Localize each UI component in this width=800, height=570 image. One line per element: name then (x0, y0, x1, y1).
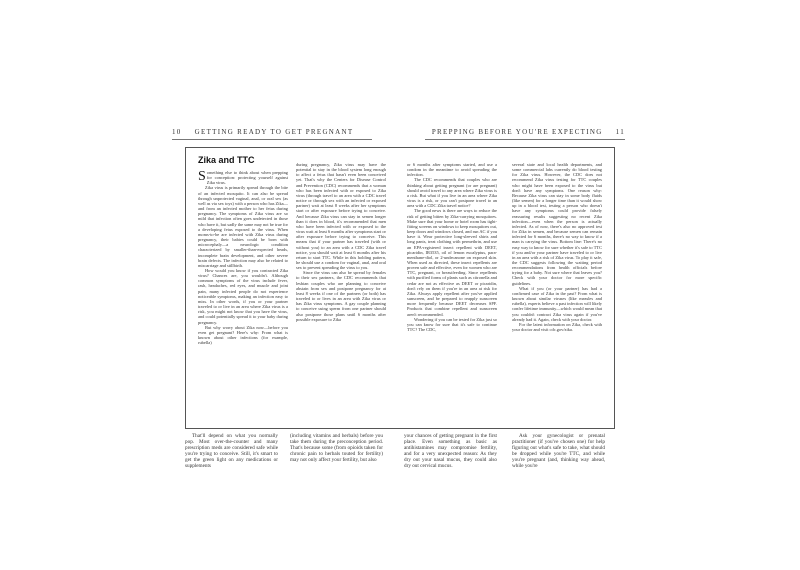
sidebar-column-4 (512, 162, 602, 425)
drop-cap: S (198, 170, 206, 184)
sidebar-paragraph: For the latest information on Zika, check with your doctor and visit cdc.gov/zika. (512, 321, 602, 332)
sidebar-paragraph: or 6 months after symptoms started, and use a condom in the meantime to avoid spreading the infection. (407, 162, 497, 178)
body-column-3 (404, 433, 497, 533)
body-column-4 (512, 433, 605, 533)
sidebar-paragraph: But why worry about Zika now—before you even get pregnant? Here's why: From what is known about other infections (for example, rubella) (198, 324, 288, 346)
body-paragraph: (including vitamins and herbals) before you take them during the preconception period. That's because some (from opioids taken for chronic pain to herbals touted for fertility) may not only affect your fertility, but also (290, 433, 383, 464)
sidebar-paragraph: Zika virus is primarily spread through the bite of an infected mosquito. It can also be spread through unprotected vaginal, anal, or oral sex (as well as via sex toys) with a person who has Zika—and from an infected mother to her fetus during pregnancy. The symptoms of Zika virus are so mild that infection often goes undetected in those who have it, but sadly the same may not be true for a developing fetus exposed to the virus. When moms-to-be are infected with Zika virus during pregnancy, their babies could be born with microcephaly—a neurologic condition characterized by smaller-than-expected heads, incomplete brain development, and other severe brain defects. The infection may also be related to miscarriage and stillbirth. (198, 185, 288, 268)
sidebar-column-3 (407, 162, 497, 425)
sidebar-column-1 (198, 170, 288, 425)
sidebar-paragraph: The CDC recommends that couples who are thinking about getting pregnant (or are pregnant) should avoid travel to any area where Zika virus is a risk. But what if you live in an area where Zika virus is a risk, or you can't postpone travel to an area with a CDC Zika travel notice? (407, 177, 497, 209)
page-number-left: 10 (172, 128, 182, 136)
header-rule-right (425, 139, 625, 140)
sidebar-paragraph: What if you (or your partner) has had a confirmed case of Zika in the past? From what is known about similar viruses (like measles and rubella), experts believe a past infection will likely confer lifetime immunity—which would mean that you couldn't contract Zika virus again if you've already had it. Again, check with your doctor. (512, 285, 602, 322)
sidebar-paragraph: How would you know if you contracted Zika virus? Chances are, you wouldn't. Although common symptoms of the virus include fever, rash, headaches, red eyes, and muscle and joint pain, many infected people do not experience noticeable symptoms, making an infection easy to miss. In other words, if you or your partner traveled to or live in an area where Zika virus is a risk, you might not know that you have the virus, and could potentially spread it to your baby during pregnancy. (198, 267, 288, 325)
sidebar-title: Zika and TTC (198, 155, 255, 165)
sidebar-paragraph: Wondering if you can be tested for Zika just so you can know for sure that it's safe to continue TTC? The CDC, (407, 316, 497, 332)
body-paragraph: Ask your gynecologist or prenatal practitioner (if you've chosen one) for help figuring out what's safe to take, what should be dropped while you're TTC, and while you're pregnant (and, thinking way ahead, while you're (512, 433, 605, 470)
running-head-right (425, 128, 625, 137)
chapter-title-right: PREPPING BEFORE YOU'RE EXPECTING (431, 128, 603, 136)
sidebar-paragraph: during pregnancy, Zika virus may have the potential to stay in the blood system long enough to affect a fetus that hasn't even been conceived yet. That's why the Centers for Disease Control and Prevention (CDC) recommends that a woman who has been infected with or exposed to Zika virus (through travel to an area with a CDC travel notice or through sex with an infected or exposed partner) wait at least 8 weeks after her symptoms start or after exposure before trying to conceive. And because Zika virus can stay in semen longer than it does in blood, it's recommended that men who have been infected with or exposed to the virus wait at least 6 months after symptoms start or after exposure before trying to conceive. This means that if your partner has traveled (with or without you) to an area with a CDC Zika travel notice, you should wait at least 6 months after his return to start TTC. While in this holding pattern, he should use a condom for vaginal, anal, and oral sex to prevent spreading the virus to you. (296, 162, 386, 271)
body-paragraph: your chances of getting pregnant in the first place. Even something as basic as antihistamines may compromise fertility, and for a very unexpected reason: As they dry out your nasal mucus, they could also dry out cervical mucus. (404, 433, 497, 470)
sidebar-column-2 (296, 162, 386, 425)
body-paragraph: That'll depend on what you normally pop. Most over-the-counter and many prescription meds are considered safe while you're trying to conceive. Still, it's smart to get the green light on any medications or supplements (185, 433, 278, 470)
chapter-title-left: GETTING READY TO GET PREGNANT (194, 128, 354, 136)
sidebar-paragraph: The good news is there are ways to reduce the risk of getting bitten by Zika-carrying mosquitoes. Make sure that your home or hotel room has tight-fitting screens on windows to keep mosquitoes out, keep doors and windows closed, and run AC if you have it. Wear protective long-sleeved shirts and long pants, treat clothing with permethrin, and use an EPA-registered insect repellent with DEET, picaridin, IR3535, oil of lemon eucalyptus, para-menthane-diol, or 2-undecanone on exposed skin. When used as directed, these insect repellents are proven safe and effective, even for women who are TTC, pregnant, or breastfeeding. Since repellents with purified forms of plants such as citronella and cedar are not as effective as DEET or picaridin, don't rely on them if you're in an area at risk for Zika. Always apply repellent after you've applied sunscreen, and be prepared to reapply sunscreen more frequently because DEET decreases SPF. Products that combine repellent and sunscreen aren't recommended. (407, 208, 497, 317)
sidebar-paragraph: Something else to think about when prepping for conception: protecting yourself against Zika virus. (198, 170, 288, 186)
page-number-right: 11 (615, 128, 625, 136)
running-head-left (172, 128, 372, 137)
sidebar-paragraph: several state and local health departments, and some commercial labs currently do blood testing for Zika virus. However, the CDC does not recommend Zika virus testing for TTC couples who might have been exposed to the virus but don't have any symptoms. One reason why: Because Zika virus can stay in some body fluids (like semen) for a longer time than it would show up in a blood test, testing a person who doesn't have any symptoms could provide falsely reassuring results suggesting no recent Zika infection—even when the person is actually infected. As of now, there's also no approved test for Zika in semen, and because semen can remain infected for 6 months, there's no way to know if a man is carrying the virus. Bottom line: There's no easy way to know for sure whether it's safe to TTC if you and/or your partner have traveled to or live in an area with a risk of Zika virus. To play it safe, the CDC suggests following the waiting period recommendations from health officials before trying for a baby. Not sure where that leaves you? Check with your doctor for more specific guidelines. (512, 162, 602, 286)
sidebar-paragraph: Since the virus can also be spread by females to their sex partners, the CDC recommends that lesbian couples who are planning to conceive abstain from sex and postpone pregnancy for at least 8 weeks if one of the partners (or both) has traveled to or lives in an area with Zika virus or has Zika virus symptoms. A gay couple planning to conceive using sperm from one partner should also postpone those plans until 6 months after possible exposure to Zika (296, 270, 386, 322)
body-column-2 (290, 433, 383, 533)
body-column-1 (185, 433, 278, 533)
zika-sidebar-box (185, 147, 615, 429)
header-rule-left (172, 139, 372, 140)
